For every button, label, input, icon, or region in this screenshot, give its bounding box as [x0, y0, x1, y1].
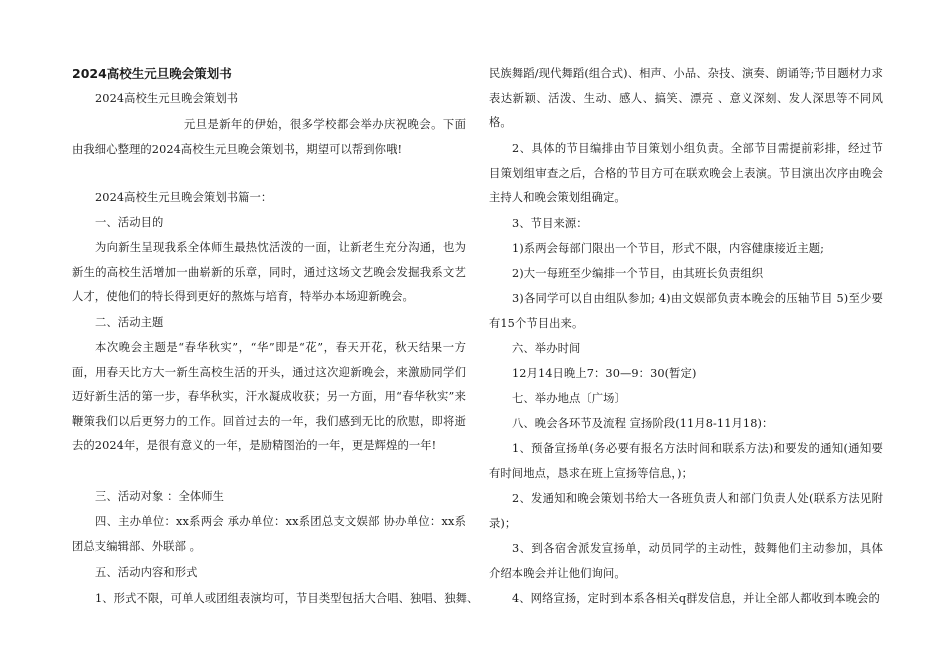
section-audience-heading: 三、活动对象 ：全体师生: [95, 490, 225, 503]
section-time-heading: 六、举办时间: [512, 342, 581, 355]
document-title: 2024高校生元旦晚会策划书: [72, 66, 232, 81]
intro-paragraph: 元旦是新年的伊始，很多学校都会举办庆祝晚会。下面由我细心整理的2024高校生元旦晚会策划书，期望可以帮到你哦!: [72, 118, 466, 156]
section-process-heading: 八、晚会各环节及流程 宣扬阶段(11月8-11月18)：: [512, 417, 774, 430]
part-one-heading: 2024高校生元旦晚会策划书篇一：: [95, 191, 273, 204]
form-item-1-continued: 民族舞蹈/现代舞蹈(组合式)、相声、小品、杂技、演奏、朗诵等;节目题材力求表达新颖、活泼、生动、感人、搞笑、漂亮 、意义深刻、发人深思等不同风格。: [489, 67, 883, 130]
source-item-2: 2)大一每班至少编排一个节目，由其班长负责组织: [512, 267, 764, 280]
section-organizers: 四、主办单位：xx系两会 承办单位：xx系团总支文娱部 协办单位：xx系团总支编辑部、外联部 。: [72, 515, 466, 553]
form-item-3: 3、节目来源：: [512, 217, 588, 230]
source-item-3: 3)各同学可以自由组队参加; 4)由文娱部负责本晚会的压轴节目 5)至少要有15个节目出来。: [489, 292, 883, 330]
section-purpose-heading: 一、活动目的: [95, 216, 164, 229]
source-item-1: 1)系两会每部门限出一个节目，形式不限，内容健康接近主题;: [512, 242, 825, 255]
subtitle: 2024高校生元旦晚会策划书: [95, 92, 239, 105]
section-theme-heading: 二、活动主题: [95, 316, 164, 329]
theme-paragraph: 本次晚会主题是“春华秋实”，“华”即是“花”，春天开花，秋天结果一方面，用春天比方大一新生高校生活的开头，通过这次迎新晚会，来激励同学们迈好新生活的第一步，春华秋实，汗水凝成收获；另一方面，用“春华秋实”来鞭策我们以后更努力的工作。回首过去的一年，我们感到无比的欣慰，即将逝去的2024年，是很有意义的一年，是励精图治的一年，更是辉煌的一年!: [72, 341, 466, 453]
step-item-1: 1、预备宣扬单(务必要有报名方法时间和联系方法)和要发的通知(通知要有时间地点，恳求在班上宣扬等信息，)；: [489, 442, 883, 480]
section-content-heading: 五、活动内容和形式: [95, 566, 198, 579]
section-location-heading: 七、举办地点〔广场〕: [512, 392, 626, 405]
event-time: 12月14日晚上7：30—9：30(暂定): [512, 367, 697, 380]
form-item-2: 2、具体的节目编排由节目策划小组负责。全部节目需提前彩排，经过节目策划组审查之后，合格的节目方可在联欢晚会上表演。节目演出次序由晚会主持人和晚会策划组确定。: [489, 142, 883, 205]
step-item-4: 4、网络宣扬，定时到本系各相关q群发信息，并让全部人都收到本晚会的: [512, 592, 880, 605]
step-item-3: 3、到各宿舍派发宣扬单，动员同学的主动性，鼓舞他们主动参加，具体介绍本晚会并让他们询问。: [489, 542, 883, 580]
form-item-1: 1、形式不限，可单人或团组表演均可，节目类型包括大合唱、独唱、独舞、: [95, 592, 479, 605]
purpose-paragraph: 为向新生呈现我系全体师生最热忱活泼的一面，让新老生充分沟通，也为新生的高校生活增加一曲崭新的乐章，同时，通过这场文艺晚会发掘我系文艺人才，使他们的特长得到更好的熬炼与培育，特举办本场迎新晚会。: [72, 241, 466, 304]
step-item-2: 2、发通知和晚会策划书给大一各班负责人和部门负责人处(联系方法见附录)；: [489, 492, 883, 530]
